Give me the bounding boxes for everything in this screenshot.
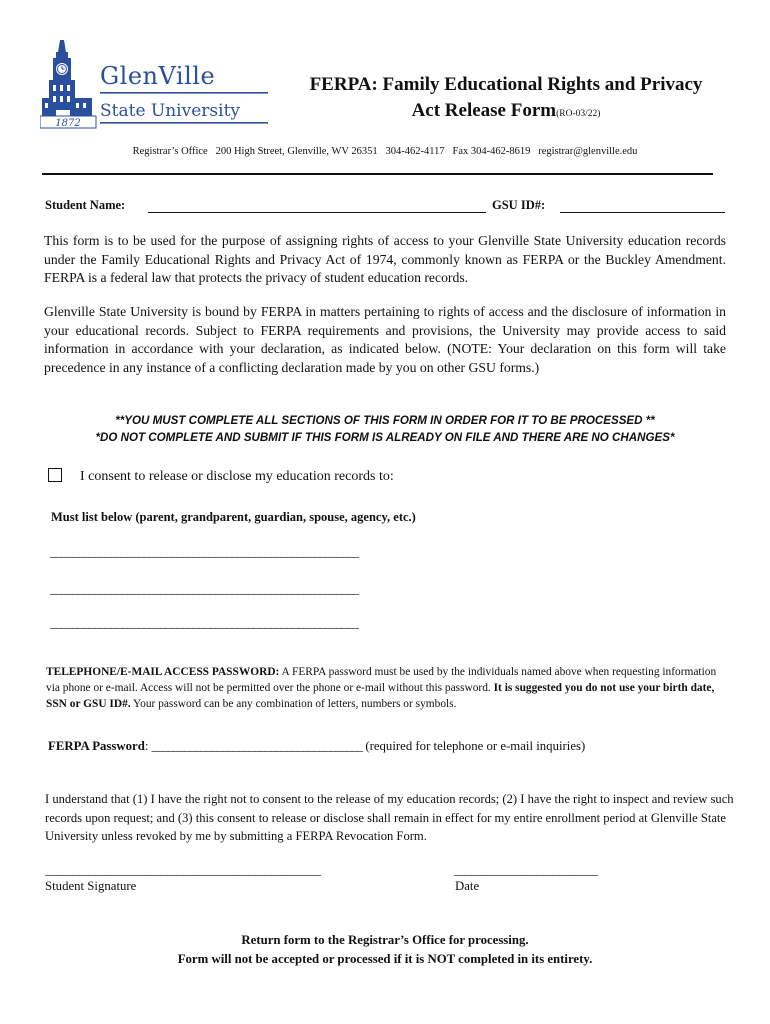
gsu-id-label: GSU ID#: (492, 198, 546, 212)
university-logo (40, 38, 272, 130)
must-list-instruction: Must list below (parent, grandparent, guardian, spouse, agency, etc.) (51, 510, 416, 524)
clock-tower-logo-icon (40, 38, 272, 130)
title-line1: FERPA: Family Educational Rights and Privacy (309, 74, 703, 95)
logo-line1: GlenVille (100, 62, 216, 90)
date-label: Date (455, 879, 480, 893)
recipient-line-3[interactable]: ________________________________________________________ (50, 615, 358, 630)
form-code: (RO-03/22) (556, 109, 601, 119)
student-signature-label: Student Signature (45, 879, 137, 893)
warning-line-2: *DO NOT COMPLETE AND SUBMIT IF THIS FORM IS ALREADY ON FILE AND THERE ARE NO CHANGES* (95, 431, 675, 444)
intro-paragraph-1: This form is to be used for the purpose of assigning rights of access to your Glenville State University education records under the Family Educational Rights and Privacy Act of 1974, commonly known as FERPA or the Buckley Amendment. FERPA is a federal law that protects the privacy of student education records. (44, 233, 726, 286)
password-instructions (46, 664, 730, 712)
recipient-line-2[interactable]: ________________________________________________________ (50, 581, 358, 596)
consent-label: I consent to release or disclose my education records to: (80, 469, 394, 484)
registrar-contact: Registrar’s Office 200 High Street, Glenville, WV 26351 304-462-4117 Fax 304-462-8619 registrar@glenville.edu (132, 146, 638, 157)
warning-line-1: **YOU MUST COMPLETE ALL SECTIONS OF THIS FORM IN ORDER FOR IT TO BE PROCESSED ** (115, 414, 655, 427)
ferpa-password-note: (required for telephone or e-mail inquiries) (362, 739, 586, 753)
student-name-label: Student Name: (45, 198, 126, 212)
title-line2-wrap (286, 98, 726, 127)
gsu-id-field[interactable] (560, 212, 725, 213)
logo-line2: State University (100, 101, 241, 121)
consent-checkbox[interactable] (48, 468, 62, 482)
return-instructions (40, 931, 730, 969)
date-field[interactable]: __________________________ (454, 862, 597, 877)
footer-line-1: Return form to the Registrar’s Office for processing. (241, 933, 529, 947)
title-line2: Act Release Form (411, 100, 557, 121)
ferpa-password-row (48, 739, 585, 754)
student-signature-field[interactable]: __________________________________________________ (45, 862, 320, 877)
logo-year: 1872 (55, 118, 81, 129)
recipient-line-1[interactable]: ________________________________________________________ (50, 544, 358, 559)
ferpa-password-colon: : (144, 739, 152, 753)
password-text-1: A FERPA password must be used by the individuals named above when requesting information via phone or e-mail. Access will not be permitted over the phone or e-mail without this password. (46, 666, 717, 694)
password-heading: TELEPHONE/E-MAIL ACCESS PASSWORD: (46, 666, 280, 678)
password-bold-advice: It is suggested you do not use your birth date, SSN or GSU ID#. (46, 682, 715, 710)
footer-line-2: Form will not be accepted or processed if it is NOT completed in its entirety. (177, 952, 593, 966)
acknowledgement-paragraph: I understand that (1) I have the right not to consent to the release of my education records; (2) I have the right to inspect and review such records upon request; and (3) this consent to release or disclose shall remain in effect for my entire enrollment period at Glenville State University unless revoked by me by submitting a FERPA Revocation Form. (45, 792, 734, 844)
header-divider (42, 173, 713, 175)
form-title (286, 72, 726, 127)
student-name-field[interactable] (148, 212, 486, 213)
ferpa-password-label: FERPA Password (48, 739, 145, 753)
intro-paragraph-2: Glenville State University is bound by FERPA in matters pertaining to rights of access and the disclosure of information in your educational records. Subject to FERPA requirements and provisions, the University may provide access to said information in accordance with your declaration, as indicated below. (NOTE: Your declaration on this form will take precedence in any instance of a conflicting declaration made by you on other GSU forms.) (44, 304, 726, 375)
password-text-2: Your password can be any combination of letters, numbers or symbols. (130, 698, 457, 710)
ferpa-password-field[interactable]: _______________________________________ (151, 739, 363, 753)
